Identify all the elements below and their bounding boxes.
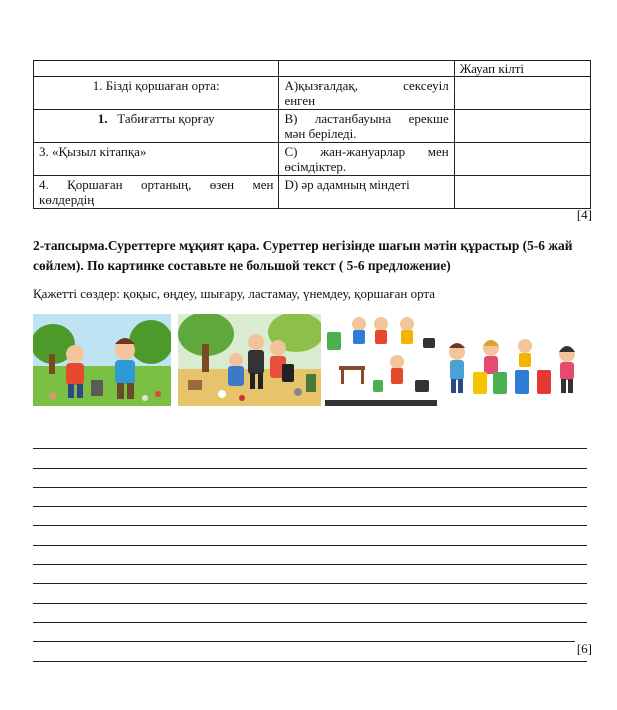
score-task2: [6] xyxy=(576,641,592,656)
picture-littered-park xyxy=(178,314,321,406)
table-row xyxy=(34,110,591,143)
row1-right-line1: А)қызғалдақ, сексеуіл xyxy=(284,78,449,93)
picture-strip xyxy=(33,314,585,406)
row4-left xyxy=(34,176,279,209)
row2-answer-cell[interactable] xyxy=(454,110,590,143)
row2-right xyxy=(279,110,454,143)
table-row xyxy=(34,176,591,209)
answer-line[interactable] xyxy=(33,642,587,661)
answer-line[interactable] xyxy=(33,584,587,603)
row1-right-line2: енген xyxy=(284,93,316,108)
table-header-row xyxy=(34,61,591,77)
answer-line[interactable] xyxy=(33,430,587,449)
row3-right-line2: өсімдіктер. xyxy=(284,159,347,174)
row2-left-text: Табиғатты қорғау xyxy=(117,111,215,126)
required-words: Қажетті сөздер: қоқыс, өңдеу, шығару, ластамау, үнемдеу, қоршаған орта xyxy=(33,286,436,301)
row3-answer-cell[interactable] xyxy=(454,143,590,176)
row4-left-line1: 4. Қоршаған ортаның, өзен мен xyxy=(39,177,274,192)
row3-right xyxy=(279,143,454,176)
picture-recycling-bins xyxy=(441,314,585,406)
row2-right-line1: В) ластанбауына ерекше xyxy=(284,111,449,126)
header-cell-empty-2 xyxy=(279,61,454,77)
row4-answer-cell[interactable] xyxy=(454,176,590,209)
answer-line[interactable] xyxy=(33,507,587,526)
header-cell-empty-1 xyxy=(34,61,279,77)
answer-line[interactable] xyxy=(33,623,587,642)
answer-line[interactable] xyxy=(33,526,587,545)
row1-right xyxy=(279,77,454,110)
row4-right: D) әр адамның міндеті xyxy=(279,176,454,209)
picture-kids-with-trash-bins xyxy=(325,314,437,406)
row1-left: 1. Бізді қоршаған орта: xyxy=(34,77,279,110)
row3-left: 3. «Қызыл кітапқа» xyxy=(34,143,279,176)
answer-line[interactable] xyxy=(33,546,587,565)
score-task1: [4] xyxy=(576,207,592,222)
row2-left-num: 1. xyxy=(97,111,108,126)
task2-instruction: 2-тапсырма.Суреттерге мұқият қара. Суреттер негізінде шағын мәтін құрастыр (5-6 жай сөйлем). По картинке составьте не большой текст ( 5-6 предложение) xyxy=(33,238,573,273)
answer-line[interactable] xyxy=(33,488,587,507)
header-answer-key: Жауап кілті xyxy=(454,61,590,77)
row1-answer-cell[interactable] xyxy=(454,77,590,110)
matching-table xyxy=(33,60,591,209)
answer-line[interactable] xyxy=(33,565,587,584)
table-row xyxy=(34,77,591,110)
picture-kids-cleaning-park xyxy=(33,314,171,406)
answer-line[interactable] xyxy=(33,604,587,623)
row2-right-line2: мән беріледі. xyxy=(284,126,357,141)
answer-lines xyxy=(33,430,587,662)
row2-left xyxy=(34,110,279,143)
row4-left-line2: көлдердің xyxy=(39,192,95,207)
table-row xyxy=(34,143,591,176)
answer-line[interactable] xyxy=(33,469,587,488)
answer-line[interactable] xyxy=(33,449,587,468)
row3-right-line1: С) жан-жануарлар мен xyxy=(284,144,449,159)
